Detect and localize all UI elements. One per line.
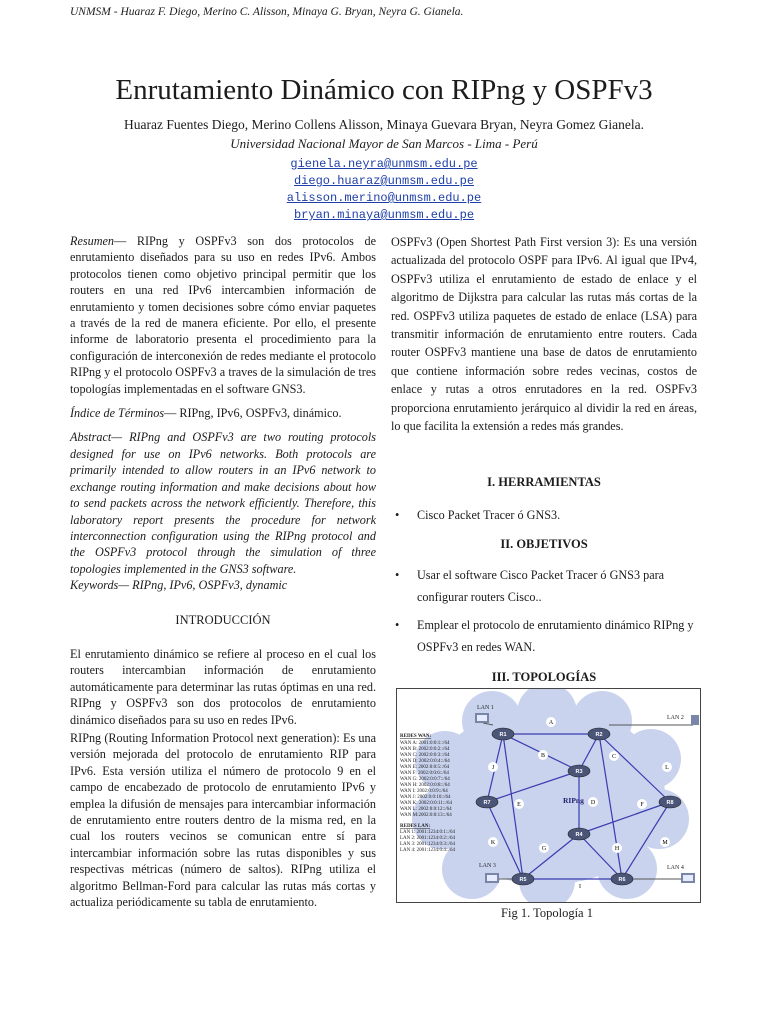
router-icon bbox=[568, 765, 590, 777]
svg-text:M: M bbox=[662, 840, 668, 846]
ripng-paragraph: RIPng (Routing Information Protocol next generation): Es una versión mejorada del protocolo de enrutamiento RIP para IPv6. Esta versión utiliza el número de protocolo 9 en el campo de encabezado de protocolo de enrutamiento IPv6 y emplea la difusión de mensajes para intercambiar información de enrutamiento entre routers dentro de la misma red, en la cual los routers vecinos se comunican entre sí para intercambiar información sobre las rutas disponibles y sus respectivas métricas (número de saltos). RIPng utiliza el algoritmo Bellman-Ford para calcular las rutas más cortas y actualiza periódicamente su tabla de enrutamiento. bbox=[70, 730, 376, 910]
svg-text:WAN G: 2002:0:0:7::/64: WAN G: 2002:0:0:7::/64 bbox=[400, 777, 450, 782]
svg-text:H: H bbox=[614, 846, 620, 852]
svg-text:LAN 1: 2001:1234:0:1::/64: LAN 1: 2001:1234:0:1::/64 bbox=[400, 830, 455, 835]
svg-text:R5: R5 bbox=[519, 877, 527, 883]
svg-text:WAN L: 2002:0:0:12::/64: WAN L: 2002:0:0:12::/64 bbox=[400, 807, 452, 812]
svg-text:K: K bbox=[490, 840, 496, 846]
svg-text:R8: R8 bbox=[666, 800, 674, 806]
ospfv3-paragraph: OSPFv3 (Open Shortest Path First version 3): Es una versión actualizada del protocolo OSPF para IPv6. Al igual que IPv4, OSPFv3 utiliza el enrutamiento de estado de enlace y el algoritmo de Dijkstra para calcular las rutas más cortas de la red. OSPFv3 utiliza paquetes de estado de enlace (LSA) para transmitir información de enrutamiento entre routers. Cada router OSPFv3 mantiene una base de datos de enrutamiento que contiene información sobre redes vecinas, costos de enlace y rutas a otros enrutadores en la red. OSPFv3 proporciona enrutamiento jerárquico al dividir la red en áreas, lo que facilita la extensión a redes más grandes. bbox=[391, 235, 697, 434]
svg-text:R3: R3 bbox=[575, 769, 583, 775]
router-icon bbox=[476, 796, 498, 808]
topology-diagram bbox=[397, 689, 700, 902]
abstract-label: Resumen bbox=[70, 234, 114, 248]
svg-text:E: E bbox=[517, 802, 521, 808]
svg-text:C: C bbox=[611, 754, 617, 760]
link-label bbox=[660, 837, 670, 847]
svg-text:WAN I: 2002:0:0:9::/64: WAN I: 2002:0:0:9::/64 bbox=[400, 789, 448, 794]
herramientas-list bbox=[391, 504, 697, 526]
svg-text:B: B bbox=[540, 753, 546, 759]
index-terms-label: Índice de Términos bbox=[70, 406, 165, 421]
svg-text:WAN C: 2002:0:0:3::/64: WAN C: 2002:0:0:3::/64 bbox=[400, 753, 450, 758]
link-label bbox=[538, 750, 548, 760]
svg-text:WAN E: 2002:0:0:5::/64: WAN E: 2002:0:0:5::/64 bbox=[400, 765, 450, 770]
index-terms-text: — RIPng, IPv6, OSPFv3, dinámico. bbox=[164, 406, 342, 421]
paper-title: Enrutamiento Dinámico con RIPng y OSPFv3 bbox=[115, 74, 653, 106]
objetivos-section bbox=[391, 536, 697, 664]
router-icon bbox=[588, 728, 610, 740]
left-column bbox=[70, 233, 376, 918]
router-icon bbox=[492, 728, 514, 740]
herramientas-section bbox=[391, 474, 697, 532]
svg-text:R1: R1 bbox=[499, 732, 507, 738]
list-item: • Emplear el protocolo de enrutamiento dinámico RIPng y OSPFv3 en redes WAN. bbox=[391, 614, 697, 658]
running-head: UNMSM - Huaraz F. Diego, Merino C. Alisson, Minaya G. Bryan, Neyra G. Gianela. bbox=[70, 6, 464, 18]
email-link[interactable]: diego.huaraz@unmsm.edu.pe bbox=[293, 174, 475, 188]
email-link[interactable]: gienela.neyra@unmsm.edu.pe bbox=[290, 157, 478, 171]
svg-text:R4: R4 bbox=[575, 832, 583, 838]
author-list: Huaraz Fuentes Diego, Merino Collens Alisson, Minaya Guevara Bryan, Neyra Gomez Gianela. bbox=[124, 117, 644, 132]
svg-text:REDES WAN:: REDES WAN: bbox=[400, 734, 432, 739]
objetivos-list bbox=[391, 564, 697, 658]
svg-text:WAN H: 2002:0:0:8::/64: WAN H: 2002:0:0:8::/64 bbox=[400, 783, 450, 788]
topologias-section bbox=[391, 669, 697, 685]
svg-text:LAN 3: 2001:1234:0:3::/64: LAN 3: 2001:1234:0:3::/64 bbox=[400, 842, 455, 847]
svg-text:J: J bbox=[491, 765, 495, 771]
link-label bbox=[609, 751, 619, 761]
svg-text:LAN 3: LAN 3 bbox=[479, 863, 496, 869]
svg-text:WAN K: 2002:0:0:11::/64: WAN K: 2002:0:0:11::/64 bbox=[400, 801, 453, 806]
svg-text:I: I bbox=[579, 884, 581, 890]
router-icon bbox=[659, 796, 681, 808]
link-label bbox=[637, 799, 647, 809]
router-icon bbox=[611, 873, 633, 885]
svg-text:WAN F: 2002:0:0:6::/64: WAN F: 2002:0:0:6::/64 bbox=[400, 771, 449, 776]
protocol-label: RIPng bbox=[563, 796, 584, 805]
figure-caption: Fig 1. Topología 1 bbox=[501, 906, 593, 920]
link-label bbox=[539, 843, 549, 853]
svg-text:F: F bbox=[640, 802, 644, 808]
list-item: • Cisco Packet Tracer ó GNS3. bbox=[391, 504, 697, 526]
link-label bbox=[588, 797, 598, 807]
abstract-english: Abstract— RIPng and OSPFv3 are two routing protocols designed for use on IPv6 networks. Both protocols are primarily intended to allow routers in an IPv6 network to exchange routing information and make decisions about how to send packets across the network efficiently. Therefore, this laboratory report presents the procedure for network interconnection configuration using the RIPng protocol and the OSPFv3 protocol through the simulation of three topologies implemented in the GNS3 software. bbox=[70, 430, 376, 576]
svg-text:A: A bbox=[548, 720, 554, 726]
affiliation: Universidad Nacional Mayor de San Marcos - Lima - Perú bbox=[230, 136, 538, 151]
abstract-spanish bbox=[70, 233, 376, 397]
svg-text:WAN D: 2002:0:0:4::/64: WAN D: 2002:0:0:4::/64 bbox=[400, 759, 450, 764]
svg-text:L: L bbox=[665, 765, 669, 771]
svg-text:LAN 4: LAN 4 bbox=[667, 865, 684, 871]
svg-text:R7: R7 bbox=[483, 800, 491, 806]
svg-text:D: D bbox=[590, 800, 596, 806]
svg-text:R2: R2 bbox=[595, 732, 603, 738]
email-link[interactable]: alisson.merino@unmsm.edu.pe bbox=[286, 191, 482, 205]
link-label bbox=[488, 837, 498, 847]
email-list bbox=[0, 156, 768, 224]
list-item: • Usar el software Cisco Packet Tracer ó GNS3 para configurar routers Cisco.. bbox=[391, 564, 697, 608]
svg-text:LAN 4: 2001:1234:0:4::/64: LAN 4: 2001:1234:0:4::/64 bbox=[400, 848, 455, 853]
svg-text:WAN A: 2001:0:0:1::/64: WAN A: 2001:0:0:1::/64 bbox=[400, 741, 450, 746]
intro-heading: INTRODUCCIÓN bbox=[175, 612, 271, 627]
svg-text:LAN 2: 2001:1234:0:2::/64: LAN 2: 2001:1234:0:2::/64 bbox=[400, 836, 455, 841]
addressing-legend bbox=[400, 734, 456, 853]
intro-paragraph: El enrutamiento dinámico se refiere al proceso en el cual los routers intercambian información de enrutamiento automáticamente para determinar las rutas óptimas en una red. RIPng y OSPFv3 son dos protocolos de enrutamiento dinámico diseñados para su uso en redes IPv6. bbox=[70, 646, 376, 727]
svg-text:R6: R6 bbox=[618, 877, 626, 883]
link-label bbox=[612, 843, 622, 853]
svg-text:WAN J: 2002:0:0:10::/64: WAN J: 2002:0:0:10::/64 bbox=[400, 795, 451, 800]
router-icon bbox=[568, 828, 590, 840]
link-label bbox=[514, 799, 524, 809]
svg-text:REDES LAN:: REDES LAN: bbox=[400, 824, 431, 829]
svg-text:G: G bbox=[541, 846, 547, 852]
link-label bbox=[546, 717, 556, 727]
email-link[interactable]: bryan.minaya@unmsm.edu.pe bbox=[293, 208, 475, 222]
keywords: Keywords— RIPng, IPv6, OSPFv3, dynamic bbox=[70, 578, 288, 593]
topologias-heading: III. TOPOLOGÍAS bbox=[491, 670, 597, 684]
svg-text:LAN 1: LAN 1 bbox=[477, 705, 494, 711]
link-label bbox=[575, 881, 585, 891]
link-label bbox=[662, 762, 672, 772]
svg-text:LAN 2: LAN 2 bbox=[667, 715, 684, 721]
index-terms bbox=[70, 405, 376, 421]
herramientas-heading: I. HERRAMIENTAS bbox=[487, 475, 601, 489]
objetivos-heading: II. OBJETIVOS bbox=[500, 537, 588, 551]
svg-text:WAN M:2002:0:0:13::/64: WAN M:2002:0:0:13::/64 bbox=[400, 813, 452, 818]
router-icon bbox=[512, 873, 534, 885]
abstract-text: — RIPng y OSPFv3 son dos protocolos de enrutamiento diseñados para su uso en redes IPv6. Ambos protocolos tienen como objetivo principal permitir que los routers en una red IPv6 intercambien información de enrutamiento y tomen decisiones sobre cómo enviar paquetes a través de la red de manera eficiente. Por ello, el presente informe de laboratorio presenta el procedimiento para la configuración de interconexión de redes mediante el protocolo RIPng y el protocolo OSPFv3 a traves de la simulación de tres topologías implementadas en el software GNS3. bbox=[70, 234, 376, 396]
topology-figure bbox=[396, 688, 701, 903]
link-label bbox=[488, 762, 498, 772]
right-column bbox=[391, 233, 697, 443]
svg-text:WAN B: 2002:0:0:2::/64: WAN B: 2002:0:0:2::/64 bbox=[400, 747, 450, 752]
